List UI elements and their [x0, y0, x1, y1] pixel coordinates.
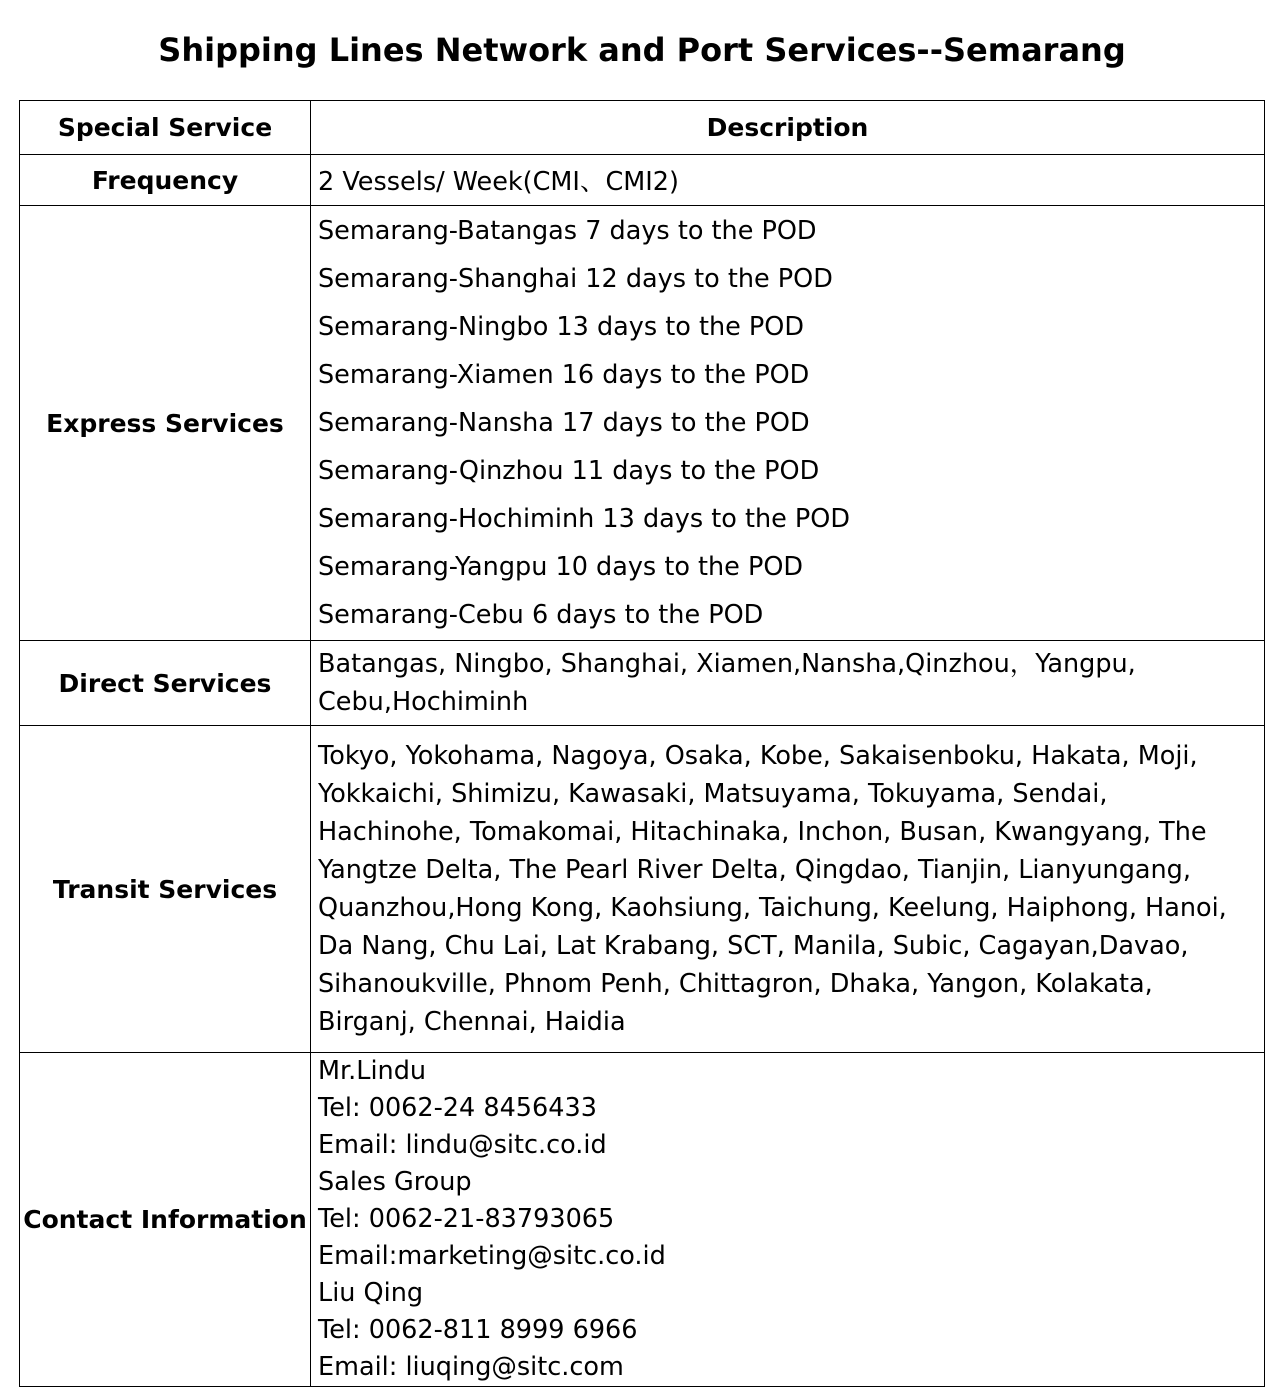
frequency-label: Frequency	[20, 155, 311, 206]
direct-services-value: Batangas, Ningbo, Shanghai, Xiamen,Nansha,Qinzhou，Yangpu, Cebu,Hochiminh	[311, 641, 1265, 726]
express-route-item: Semarang-Hochiminh 13 days to the POD	[318, 504, 850, 534]
contact-email: Email: liuqing@sitc.com	[318, 1352, 624, 1382]
express-route-item: Semarang-Ningbo 13 days to the POD	[318, 312, 804, 342]
express-route-item: Semarang-Batangas 7 days to the POD	[318, 216, 817, 246]
contact-phone: Tel: 0062-24 8456433	[318, 1093, 597, 1123]
express-route-item: Semarang-Cebu 6 days to the POD	[318, 600, 764, 630]
express-routes-list	[311, 206, 1265, 641]
express-services-label: Express Services	[20, 206, 311, 641]
header-description: Description	[311, 101, 1265, 155]
table-header-row	[20, 101, 1265, 155]
express-route-item: Semarang-Shanghai 12 days to the POD	[318, 264, 833, 294]
contact-information-label: Contact Information	[20, 1053, 311, 1387]
services-table	[19, 100, 1265, 1387]
contact-information-row	[20, 1053, 1265, 1387]
frequency-row	[20, 155, 1265, 206]
contact-phone: Tel: 0062-21-83793065	[318, 1204, 615, 1234]
contact-name: Sales Group	[318, 1167, 472, 1197]
contact-name: Liu Qing	[318, 1278, 424, 1308]
express-services-row	[20, 206, 1265, 641]
contact-email: Email:marketing@sitc.co.id	[318, 1241, 666, 1271]
contact-details-list	[311, 1053, 1265, 1387]
contact-phone: Tel: 0062-811 8999 6966	[318, 1315, 638, 1345]
header-special-service: Special Service	[20, 101, 311, 155]
transit-services-label: Transit Services	[20, 726, 311, 1053]
transit-services-row	[20, 726, 1265, 1053]
express-route-item: Semarang-Nansha 17 days to the POD	[318, 408, 810, 438]
express-route-item: Semarang-Xiamen 16 days to the POD	[318, 360, 810, 390]
express-route-item: Semarang-Yangpu 10 days to the POD	[318, 552, 804, 582]
contact-name: Mr.Lindu	[318, 1056, 427, 1086]
contact-email: Email: lindu@sitc.co.id	[318, 1130, 607, 1160]
direct-services-label: Direct Services	[20, 641, 311, 726]
express-route-item: Semarang-Qinzhou 11 days to the POD	[318, 456, 820, 486]
page-title: Shipping Lines Network and Port Services--Semarang	[158, 31, 1126, 69]
transit-services-value: Tokyo, Yokohama, Nagoya, Osaka, Kobe, Sakaisenboku, Hakata, Moji, Yokkaichi, Shimizu, Kawasaki, Matsuyama, Tokuyama, Sendai, Hachinohe, Tomakomai, Hitachinaka, Inchon, Busan, Kwangyang, The Yangtze Delta, The Pearl River Delta, Qingdao, Tianjin, Lianyungang, Quanzhou,Hong Kong, Kaohsiung, Taichung, Keelung, Haiphong, Hanoi, Da Nang, Chu Lai, Lat Krabang, SCT, Manila, Subic, Cagayan,Davao, Sihanoukville, Phnom Penh, Chittagron, Dhaka, Yangon, Kolakata, Birganj, Chennai, Haidia	[311, 726, 1265, 1053]
direct-services-row	[20, 641, 1265, 726]
frequency-value: 2 Vessels/ Week(CMI、CMI2)	[311, 155, 1265, 206]
